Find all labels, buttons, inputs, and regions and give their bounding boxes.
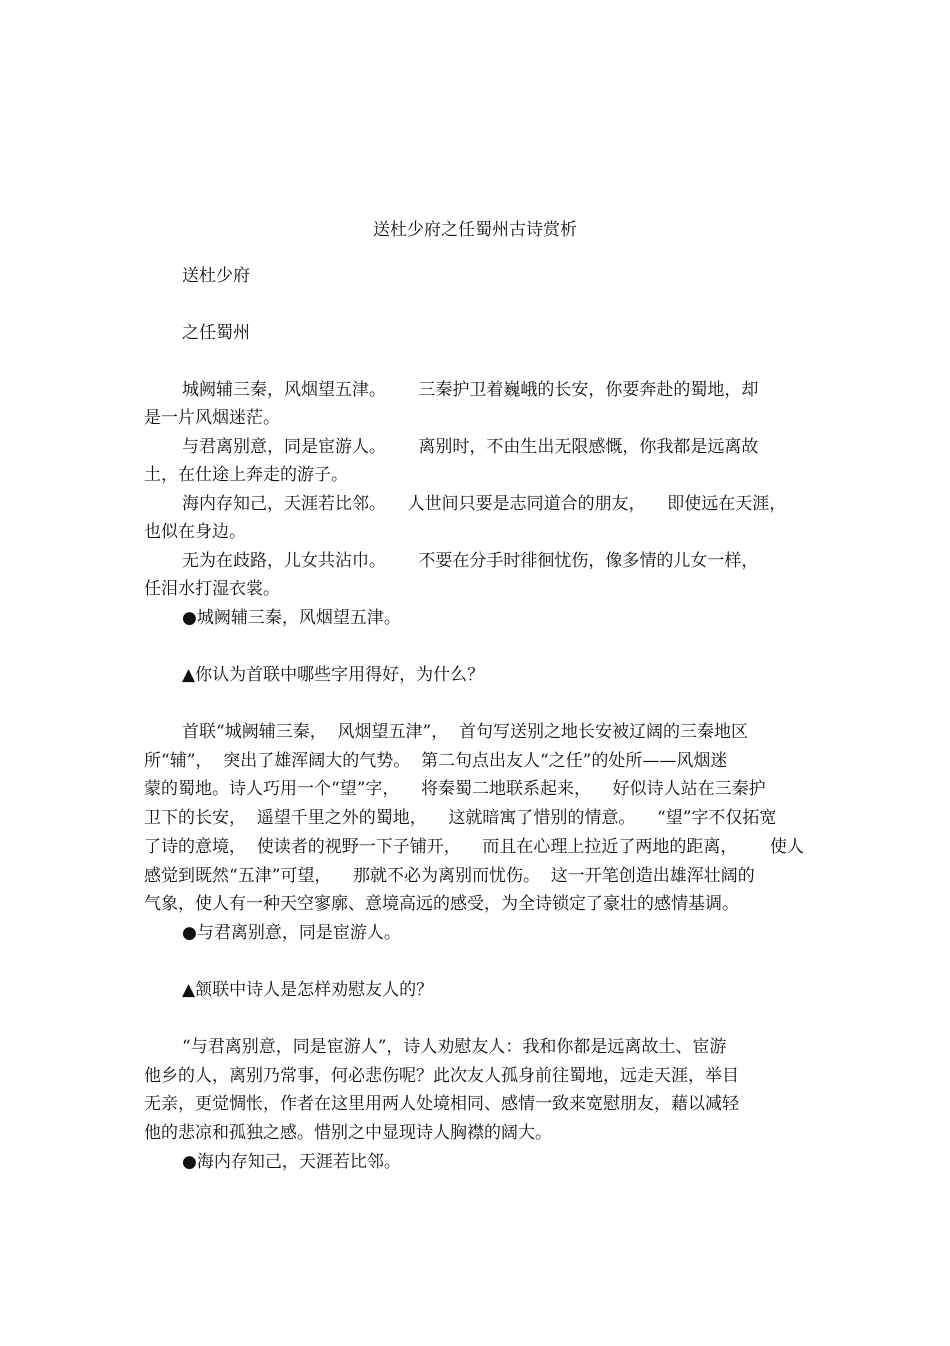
section2-answer-line-4: 他的悲凉和孤独之感。惜别之中显现诗人胸襟的阔大。	[144, 1123, 552, 1143]
poem-line-3: 与君离别意，同是宦游人。 离别时，不由生出无限感慨，你我都是远离故	[182, 437, 759, 457]
section1-answer-line-6: 感觉到既然“五津”可望， 那就不必为离别而忧伤。 这一开笔创造出雄浑壮阔的	[144, 866, 755, 886]
poem-line-5: 海内存知己，天涯若比邻。 人世间只要是志同道合的朋友， 即使远在天涯，	[182, 494, 787, 514]
poem-line-8: 任泪水打湿衣裳。	[144, 579, 280, 599]
section2-answer-line-3: 无亲，更觉惆怅，作者在这里用两人处境相同、感情一致来宽慰朋友，藉以减轻	[144, 1094, 739, 1114]
poem-line-7: 无为在歧路，儿女共沾巾。 不要在分手时徘徊忧伤，像多情的儿女一样，	[182, 551, 759, 571]
page-title: 送杜少府之任蜀州古诗赏析	[373, 220, 577, 240]
poem-line-6: 也似在身边。	[144, 522, 246, 542]
heading-line-2: 之任蜀州	[182, 323, 250, 343]
section1-answer-line-4: 卫下的长安， 遥望千里之外的蜀地， 这就暗寓了惜别的情意。 “望”字不仅拓宽	[144, 808, 777, 828]
section1-answer-line-1: 首联“城阙辅三秦， 风烟望五津”， 首句写送别之地长安被辽阔的三秦地区	[182, 722, 748, 742]
section2-question: ▲颔联中诗人是怎样劝慰友人的？	[182, 980, 434, 1000]
section1-answer-line-7: 气象，使人有一种天空寥廓、意境高远的感受，为全诗锁定了豪壮的感情基调。	[144, 894, 739, 914]
section2-answer-line-2: 他乡的人，离别乃常事，何必悲伤呢？此次友人孤身前往蜀地，远走天涯，举目	[144, 1066, 739, 1086]
poem-line-4: 土，在仕途上奔走的游子。	[144, 465, 348, 485]
poem-line-1: 城阙辅三秦，风烟望五津。 三秦护卫着巍峨的长安，你要奔赴的蜀地，却	[182, 380, 759, 400]
section1-question: ▲你认为首联中哪些字用得好，为什么？	[182, 665, 485, 685]
section3-bullet: ●海内存知己，天涯若比邻。	[182, 1152, 401, 1172]
section1-answer-line-5: 了诗的意境， 使读者的视野一下子铺开， 而且在心理上拉近了两地的距离， 使人	[144, 837, 804, 857]
heading-line-1: 送杜少府	[182, 266, 250, 286]
section1-answer-line-2: 所“辅”， 突出了雄浑阔大的气势。 第二句点出友人“之任”的处所——风烟迷	[144, 751, 728, 771]
section1-bullet: ●城阙辅三秦，风烟望五津。	[182, 608, 401, 628]
poem-line-2: 是一片风烟迷茫。	[144, 408, 280, 428]
section2-answer-line-1: “与君离别意，同是宦游人”，诗人劝慰友人：我和你都是远离故土、宦游	[182, 1037, 727, 1057]
section2-bullet: ●与君离别意，同是宦游人。	[182, 923, 401, 943]
section1-answer-line-3: 蒙的蜀地。诗人巧用一个“望”字， 将秦蜀二地联系起来， 好似诗人站在三秦护	[144, 779, 766, 799]
